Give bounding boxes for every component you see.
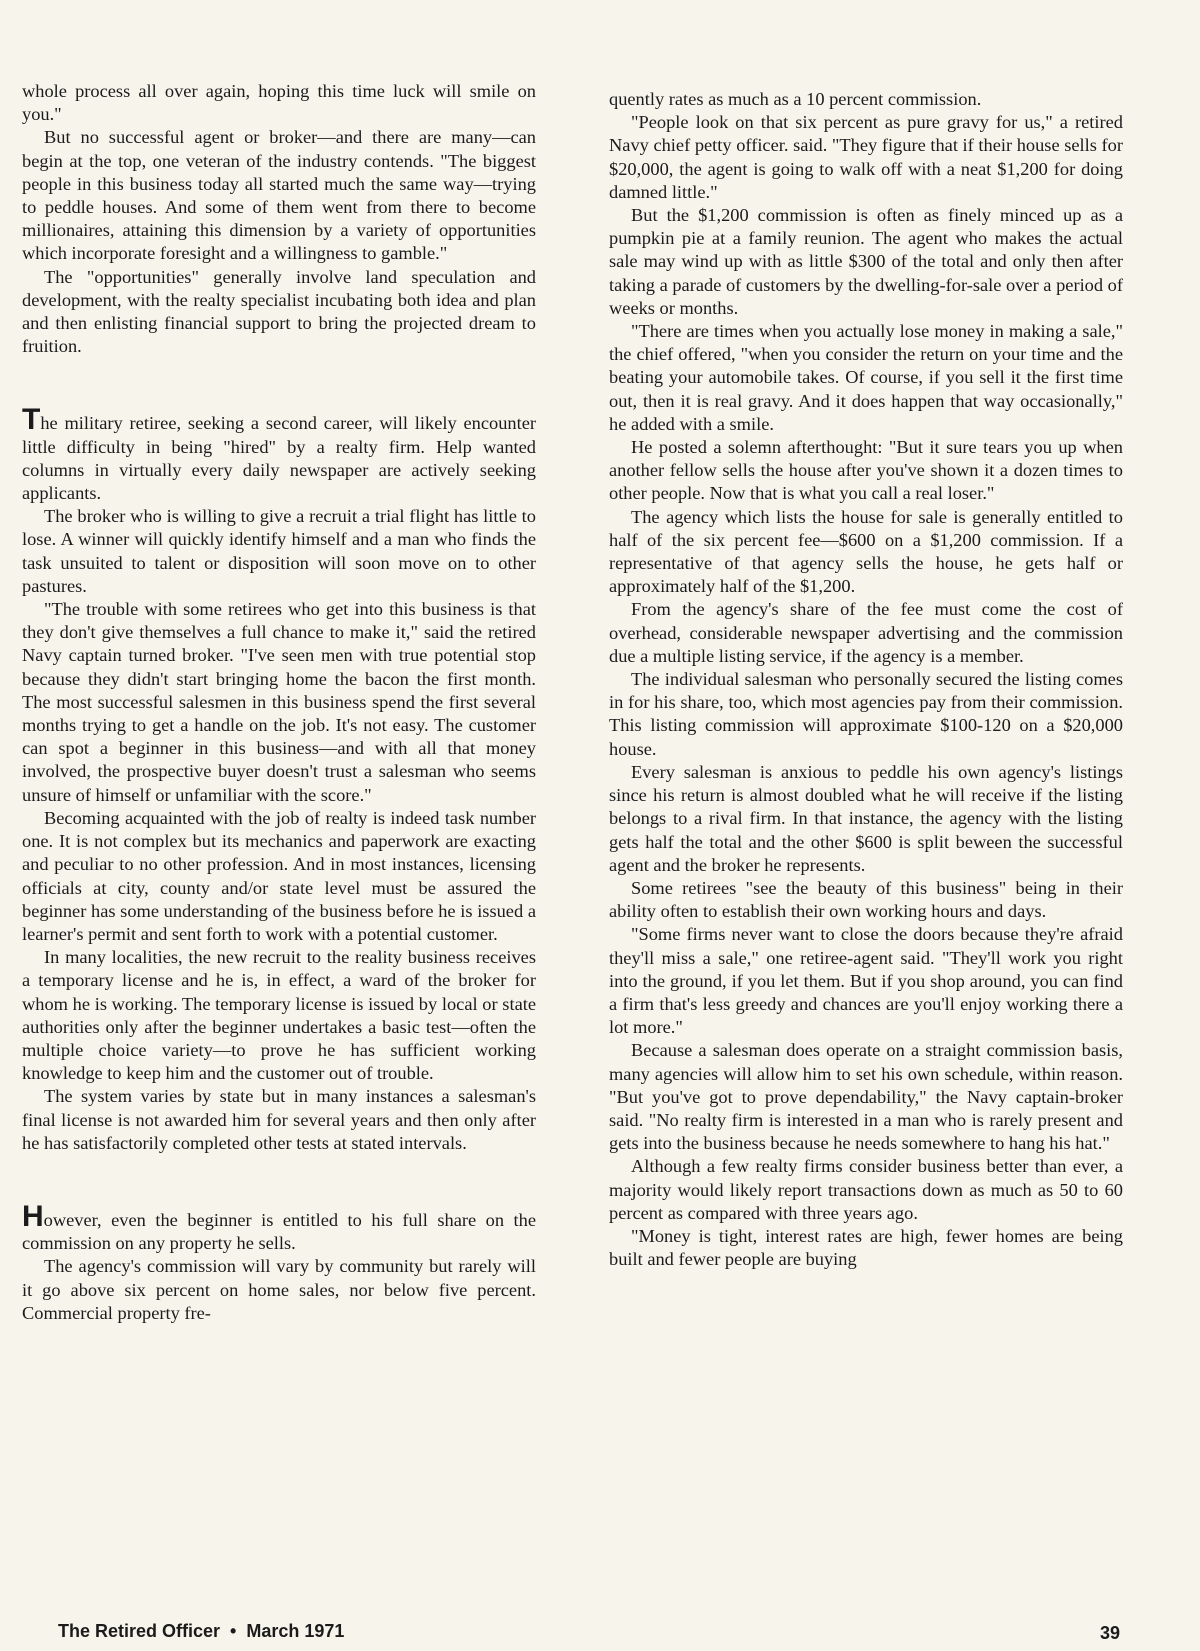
footer-separator: • xyxy=(230,1621,237,1641)
publication-title: The Retired Officer xyxy=(58,1621,221,1641)
paragraph: "The trouble with some retirees who get into this business is that they don't give themselves a full chance to make it," said the retired Navy captain turned broker. "I've seen men with true potential stop because they didn't start bringing home the bacon the first month. The most successful salesmen in this business spend the first several months trying to get a handle on the job. It's not easy. The customer can spot a beginner in this business—and with all that money involved, the prospective buyer doesn't trust a salesman who seems unsure of himself or unfamiliar with the score." xyxy=(22,599,536,805)
paragraph: "Money is tight, interest rates are high, fewer homes are being built and fewer people are buying xyxy=(609,1225,1123,1270)
drop-cap: T xyxy=(22,403,41,437)
right-column xyxy=(609,88,1123,1271)
footer-publication-line xyxy=(58,1621,344,1642)
paragraph-text: owever, even the beginner is entitled to his full share on the commission on any property he sells. xyxy=(22,1209,536,1254)
paragraph: The individual salesman who personally secured the listing comes in for his share, too, which most agencies pay from their commission. This listing commission will approximate $100-120 on a $20,000 house. xyxy=(609,669,1123,759)
paragraph: In many localities, the new recruit to the reality business receives a temporary license and he is, in effect, a ward of the broker for whom he is working. The temporary license is issued by local or state authorities only after the beginner undertakes a basic test—often the multiple choice variety—to prove he has sufficient working knowledge to keep him and the customer out of trouble. xyxy=(22,947,536,1084)
drop-cap: H xyxy=(22,1199,44,1233)
paragraph: Becoming acquainted with the job of realty is indeed task number one. It is not complex but its mechanics and paperwork are exacting and peculiar to no other profession. And in most instances, licensing officials at city, county and/or state level must be assured the beginner has some understanding of the business before he is issued a learner's permit and sent forth to work with a potential customer. xyxy=(22,807,536,944)
page-number: 39 xyxy=(1099,1623,1120,1643)
paragraph-text: he military retiree, seeking a second career, will likely encounter little difficulty in being "hired" by a realty firm. Help wanted columns in virtually every daily newspaper are actively seeking applicants. xyxy=(22,413,536,504)
section-retiree-hiring xyxy=(22,403,536,1155)
paragraph: Some retirees "see the beauty of this business" being in their ability often to establish their own working hours and days. xyxy=(609,877,1123,922)
paragraph: Because a salesman does operate on a straight commission basis, many agencies will allow him to set his own schedule, within reason. "But you've got to prove dependability," the Navy captain-broker said. "No realty firm is interested in a man who is rarely present and gets into the business because he needs somewhere to hang his hat." xyxy=(609,1040,1123,1154)
paragraph xyxy=(22,403,536,505)
paragraph xyxy=(22,1199,536,1255)
paragraph: But no successful agent or broker—and there are many—can begin at the top, one veteran of the industry contends. "The biggest people in this business today all started much the same way—trying to peddle houses. And some of them went from there to become millionaires, attaining this dimension by a variety of opportunities which incorporate foresight and a willingness to gamble." xyxy=(22,127,536,264)
issue-date: March 1971 xyxy=(246,1621,345,1641)
paragraph: The "opportunities" generally involve land speculation and development, with the realty specialist incubating both idea and plan and then enlisting financial support to bring the projected dream to fruition. xyxy=(22,266,536,357)
paragraph: The agency which lists the house for sale is generally entitled to half of the six percent fee—$600 on a $1,200 commission. If a representative of that agency sells the house, he gets half or approximately half of the $1,200. xyxy=(609,506,1123,597)
left-column xyxy=(22,80,536,1325)
paragraph: The system varies by state but in many instances a salesman's final license is not awarded him for several years and then only after he has satisfactorily completed other tests at stated intervals. xyxy=(22,1086,536,1153)
paragraph: whole process all over again, hoping this time luck will smile on you." xyxy=(22,81,536,125)
paragraph: From the agency's share of the fee must come the cost of overhead, considerable newspaper advertising and the commission due a multiple listing service, if the agency is a member. xyxy=(609,599,1123,666)
paragraph: Although a few realty firms consider business better than ever, a majority would likely report transactions down as much as 50 to 60 percent as compared with three years ago. xyxy=(609,1156,1123,1223)
section-commission xyxy=(22,1199,536,1325)
paragraph: "Some firms never want to close the doors because they're afraid they'll miss a sale," one retiree-agent said. "They'll work you right into the ground, if you let them. But if you shop around, you can find a firm that's less greedy and chances are you'll enjoy working there a lot more." xyxy=(609,924,1123,1038)
paragraph: The agency's commission will vary by community but rarely will it go above six percent on home sales, nor below five percent. Commercial property fre- xyxy=(22,1256,536,1323)
paragraph: He posted a solemn afterthought: "But it sure tears you up when another fellow sells the house after you've shown it a dozen times to other people. Now that is what you call a real loser." xyxy=(609,437,1123,504)
paragraph: But the $1,200 commission is often as finely minced up as a pumpkin pie at a family reunion. The agent who makes the actual sale may wind up with as little $300 of the total and only then after taking a parade of customers by the dwelling-for-sale over a period of weeks or months. xyxy=(609,205,1123,318)
paragraph: Every salesman is anxious to peddle his own agency's listings since his return is almost doubled what he will receive if the listing belongs to a rival firm. In that instance, the agency with the listing gets half the total and the other $600 is split beween the successful agent and the broker he represents. xyxy=(609,761,1123,875)
paragraph: The broker who is willing to give a recruit a trial flight has little to lose. A winner will quickly identify himself and a man who finds the task unsuited to talent or disposition will soon move on to other pastures. xyxy=(22,506,536,596)
paragraph: "There are times when you actually lose money in making a sale," the chief offered, "when you consider the return on your time and the beating your automobile takes. Of course, if you sell it the first time out, then it is real gravy. And it does happen that way occasionally," he added with a smile. xyxy=(609,321,1123,434)
paragraph: quently rates as much as a 10 percent commission. xyxy=(609,89,982,109)
paragraph: "People look on that six percent as pure gravy for us," a retired Navy chief petty officer. said. "They figure that if their house sells for $20,000, the agent is going to walk off with a neat $1,200 for doing damned little." xyxy=(609,112,1123,202)
